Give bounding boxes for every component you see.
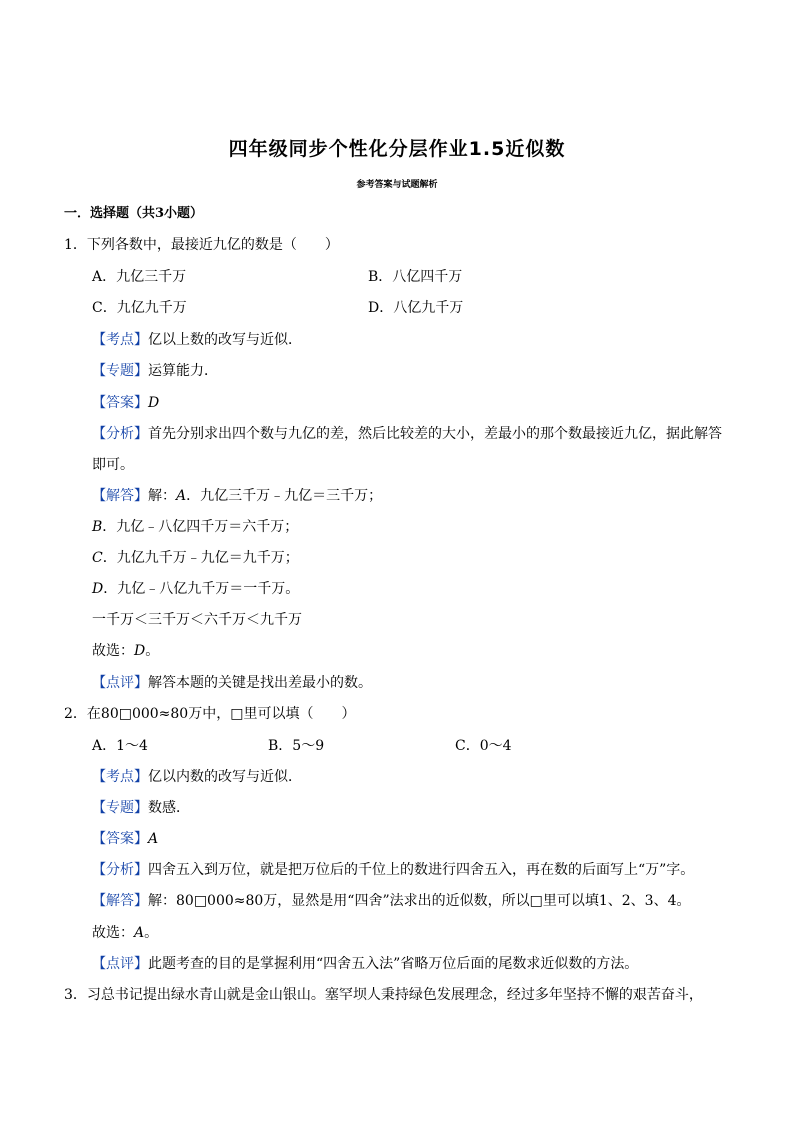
kaodian-label: 【考点】 [92,769,148,785]
fenxi-label: 【分析】 [92,426,148,442]
question-2-zhuanti [92,799,190,817]
question-1-jieda-line4 [92,580,299,598]
zhuanti-label: 【专题】 [92,363,148,379]
fenxi-text: 首先分别求出四个数与九亿的差，然后比较差的大小，差最小的那个数最接近九亿，据此解答 [148,426,722,442]
dianping-label: 【点评】 [92,675,148,691]
dianping-label: 【点评】 [92,956,148,972]
zhuanti-text: 数感． [148,800,190,816]
question-1-guxuan [92,642,159,660]
question-1-daan [92,394,159,412]
question-2-option-c: C．0～4 [455,738,512,754]
zhuanti-text: 运算能力． [148,363,218,379]
question-1-option-c: C．九亿九千万 [92,300,187,316]
question-1-kaodian [92,331,302,349]
fenxi-label: 【分析】 [92,862,148,878]
daan-label: 【答案】 [92,395,148,411]
question-2-stem: 2．在80□000≈80万中，□里可以填（ ） [64,706,356,722]
question-1-jieda-line3 [92,549,299,567]
jieda-letter: A [176,488,187,504]
question-2-option-b: B．5～9 [268,738,325,754]
jieda-text: ．九亿﹣八亿九千万＝一千万。 [103,581,300,597]
question-1-fenxi-cont: 即可。 [92,457,134,473]
dianping-text: 解答本题的关键是找出差最小的数。 [148,675,372,691]
guxuan-letter: D [134,643,146,659]
kaodian-label: 【考点】 [92,332,148,348]
page-title: 四年级同步个性化分层作业1.5近似数 [228,138,566,160]
question-2-guxuan [92,924,158,942]
question-1-option-b: B．八亿四千万 [368,269,463,285]
question-2-option-a: A．1～4 [92,738,148,754]
daan-label: 【答案】 [92,831,148,847]
jieda-text: ．九亿三千万﹣九亿＝三千万； [186,488,383,504]
jieda-label: 【解答】 [92,893,148,909]
guxuan-text: 故选： [92,643,134,659]
kaodian-text: 亿以上数的改写与近似． [148,332,302,348]
jieda-text: 解： [148,488,176,504]
question-3-stem: 3．习总书记提出绿水青山就是金山银山。塞罕坝人秉持绿色发展理念，经过多年坚持不懈的艰苦奋斗， [64,987,703,1003]
jieda-label: 【解答】 [92,488,148,504]
zhuanti-label: 【专题】 [92,800,148,816]
kaodian-text: 亿以内数的改写与近似． [148,769,302,785]
jieda-text: ．九亿﹣八亿四千万＝六千万； [102,519,299,535]
question-2-daan [92,830,158,848]
question-2-jieda [92,892,690,910]
guxuan-text: 故选： [92,925,134,941]
question-2-fenxi [92,861,694,879]
jieda-text: ．九亿九千万﹣九亿＝九千万； [102,550,299,566]
question-2-dianping [92,955,638,973]
question-1-option-a: A．九亿三千万 [92,269,187,285]
jieda-letter: B [92,519,103,535]
guxuan-punct: 。 [145,643,160,659]
dianping-text: 此题考查的目的是掌握利用“四舍五入法”省略万位后面的尾数求近似数的方法。 [148,956,639,972]
daan-text: D [148,395,160,411]
fenxi-text: 四舍五入到万位，就是把万位后的千位上的数进行四舍五入，再在数的后面写上“万”字。 [148,862,695,878]
guxuan-letter: A [134,925,145,941]
question-1-jieda-line5: 一千万＜三千万＜六千万＜九千万 [92,612,302,628]
question-1-zhuanti [92,362,218,380]
question-1-option-d: D．八亿九千万 [368,300,464,316]
question-1-jieda [92,487,382,505]
question-1-jieda-line2 [92,518,298,536]
jieda-letter: D [92,581,104,597]
section-heading: 一．选择题（共3小题） [64,206,204,221]
question-1-dianping [92,674,372,692]
page-subtitle: 参考答案与试题解析 [356,180,438,190]
question-1-fenxi [92,425,722,443]
jieda-letter: C [92,550,103,566]
question-1-stem: 1．下列各数中，最接近九亿的数是（ ） [64,237,339,253]
guxuan-punct: 。 [144,925,159,941]
daan-text: A [148,831,159,847]
question-2-kaodian [92,768,302,786]
jieda-text: 解：80□000≈80万，显然是用“四舍”法求出的近似数，所以□里可以填1、2、3、4。 [148,893,691,909]
